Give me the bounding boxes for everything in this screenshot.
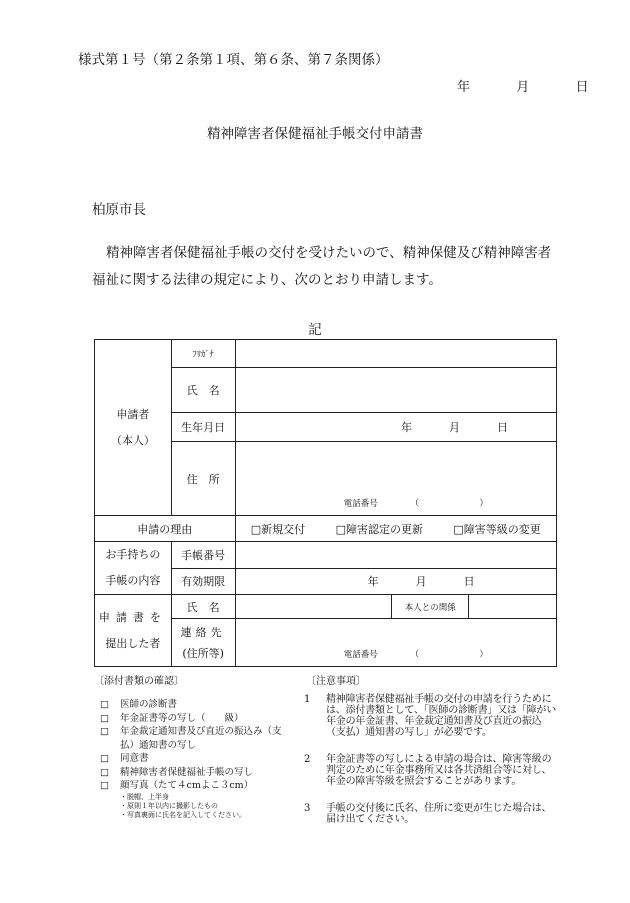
note-text: 精神障害者保健福祉手帳の交付の申請を行うためには、添付書類として、「医師の診断書」又は「障がい年金の年金証書、年金裁定通知書及び直近の振込（支払）通知書の写し」が必要です。 (326, 694, 556, 738)
contact-sub-label: (住所等) (182, 646, 224, 660)
reason-label: 申請の理由 (95, 516, 236, 542)
body-line-2: 福祉に関する法律の規定により、次のとおり申請します。 (92, 272, 442, 288)
note-number: 3 (304, 803, 311, 814)
attachment-item[interactable]: □ 医師の診断書 (100, 699, 178, 710)
birth-year: 年 (401, 421, 412, 434)
reason-new-checkbox[interactable]: □新規交付 (250, 522, 306, 536)
form-number: 様式第１号（第２条第１項、第６条、第７条関係） (78, 52, 389, 68)
checkbox-icon[interactable]: □ (100, 780, 109, 791)
reason-options (235, 516, 556, 542)
note-item (304, 694, 559, 738)
date-day: 日 (575, 80, 589, 95)
submitter-label-2: 提出した者 (105, 636, 161, 650)
note-item (304, 754, 559, 787)
attachment-item[interactable]: □ 年金裁定通知書及び直近の振込み（支 (100, 726, 282, 737)
relation-field[interactable] (469, 595, 557, 619)
valid-period-field[interactable] (235, 568, 556, 595)
valid-month: 月 (415, 575, 427, 589)
body-text (92, 240, 551, 294)
contact-label-cell (171, 619, 235, 667)
birth-day: 日 (497, 421, 508, 434)
phone-paren: （ ） (410, 499, 514, 509)
ki-heading: 記 (308, 322, 322, 338)
addressee: 柏原市長 (92, 202, 146, 218)
note-number: 2 (304, 754, 311, 765)
current-book-label-2: 手帳の内容 (105, 574, 161, 587)
birth-month: 月 (449, 421, 460, 434)
checkbox-icon[interactable]: □ (100, 753, 109, 764)
attachment-item[interactable]: □ 精神障害者保健福祉手帳の写し (100, 766, 254, 778)
applicant-label-cell (95, 340, 172, 516)
current-book-label-1: お手持ちの (105, 548, 161, 561)
phone2-paren: （ ） (410, 650, 514, 660)
relation-label: 本人との関係 (392, 595, 469, 619)
valid-day: 日 (463, 575, 475, 589)
checkbox-icon[interactable]: □ (100, 712, 109, 724)
reason-grade-change-checkbox[interactable]: □障害等級の変更 (453, 522, 541, 536)
furigana-field[interactable] (235, 340, 556, 368)
applicant-self-label: （本人） (110, 433, 155, 447)
attachment-item-continued: 払）通知書の写し (120, 739, 197, 751)
name-label: 氏 名 (171, 368, 235, 413)
attachment-item[interactable]: □ 顔写真（たて４cmよこ３cm） (100, 780, 254, 791)
submitter-name-field[interactable] (235, 595, 392, 619)
contact-field[interactable] (235, 619, 556, 667)
photo-notes (100, 793, 282, 820)
phone2-label: 電話番号 (343, 650, 378, 660)
notes-heading: 〔注意事項〕 (306, 676, 366, 687)
application-date (457, 76, 589, 95)
attachment-item[interactable]: □ 年金証書等の写し（ 級） (100, 712, 244, 724)
phone-label: 電話番号 (343, 499, 378, 509)
applicant-label: 申請者 (116, 407, 150, 421)
submitter-label-1: 申請書を (98, 610, 167, 624)
valid-year: 年 (367, 575, 379, 589)
checkbox-icon[interactable]: □ (100, 699, 109, 710)
address-field[interactable] (235, 442, 556, 516)
note-text: 手帳の交付後に氏名、住所に変更が生じた場合は、届け出てください。 (326, 803, 552, 825)
application-form-table (94, 339, 557, 667)
date-year: 年 (457, 80, 471, 95)
checkbox-icon[interactable]: □ (100, 726, 109, 737)
submitter-name-label: 氏 名 (171, 595, 235, 619)
attachments-heading: 〔添付書類の確認〕 (94, 676, 184, 687)
book-number-label: 手帳番号 (171, 542, 235, 569)
photo-note: ・写真裏面に氏名を記入してください。 (120, 810, 246, 819)
submitter-label-cell (95, 595, 172, 667)
birthdate-label: 生年月日 (171, 413, 235, 442)
contact-label: 連絡先 (180, 625, 226, 639)
address-label: 住 所 (171, 442, 235, 516)
photo-note: ・脱帽、上半身 (120, 792, 169, 801)
notes-list (304, 694, 559, 841)
photo-note: ・原則１年以内に撮影したもの (120, 801, 218, 810)
furigana-label: ﾌﾘｶﾞﾅ (171, 340, 235, 368)
note-item (304, 803, 559, 825)
document-title: 精神障害者保健福祉手帳交付申請書 (207, 126, 423, 142)
attachments-list (100, 698, 282, 820)
valid-period-label: 有効期限 (171, 568, 235, 595)
checkbox-icon[interactable]: □ (100, 766, 109, 778)
attachment-item[interactable]: □ 同意書 (100, 753, 149, 764)
note-number: 1 (304, 694, 311, 705)
current-book-label-cell (95, 542, 172, 595)
date-month: 月 (516, 80, 530, 95)
body-line-1: 精神障害者保健福祉手帳の交付を受けたいので、精神保健及び精神障害者 (106, 245, 552, 261)
note-text: 年金証書等の写しによる申請の場合は、障害等級の判定のために年金事務所又は各共済組合等に対し、年金の障害等級を照会することがあります。 (326, 754, 552, 787)
name-field[interactable] (235, 368, 556, 413)
book-number-field[interactable] (235, 542, 556, 569)
birthdate-field[interactable] (235, 413, 556, 442)
reason-renewal-checkbox[interactable]: □障害認定の更新 (335, 522, 423, 536)
